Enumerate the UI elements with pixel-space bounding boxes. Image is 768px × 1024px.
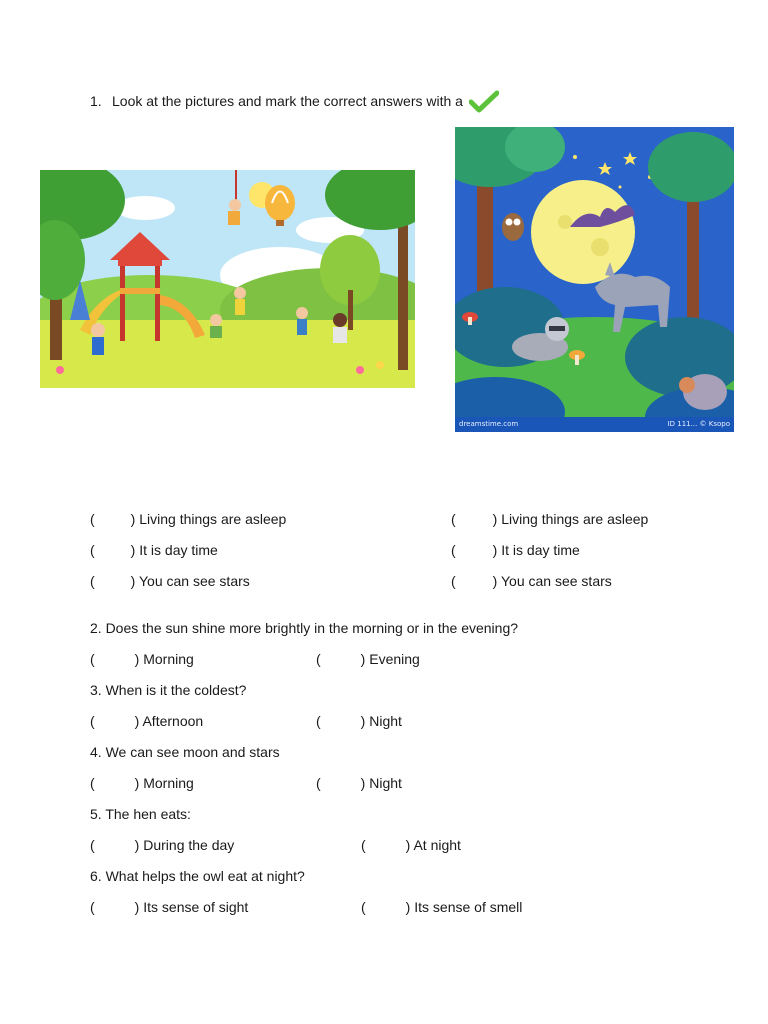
paren-open: ( xyxy=(361,837,366,853)
paren-close: ) xyxy=(492,573,498,589)
paren-close: ) xyxy=(134,713,140,729)
question-3: 3. When is it the coldest? xyxy=(90,682,247,698)
question-6-option-b[interactable] xyxy=(361,898,522,916)
paren-open: ( xyxy=(90,651,95,667)
question-5-option-a[interactable] xyxy=(90,836,234,854)
paren-open: ( xyxy=(90,542,95,558)
question-4-option-a[interactable] xyxy=(90,774,194,792)
paren-open: ( xyxy=(90,837,95,853)
question-2: 2. Does the sun shine more brightly in the morning or in the evening? xyxy=(90,620,519,636)
paren-close: ) xyxy=(405,837,411,853)
question-3-option-b[interactable] xyxy=(316,712,402,730)
right-option-1[interactable] xyxy=(451,510,648,528)
question-2-option-b[interactable] xyxy=(316,650,420,668)
paren-open: ( xyxy=(451,511,456,527)
option-label: Its sense of smell xyxy=(414,899,523,915)
question-2-option-a[interactable] xyxy=(90,650,194,668)
left-option-3[interactable] xyxy=(90,572,250,590)
paren-close: ) xyxy=(360,713,366,729)
paren-open: ( xyxy=(451,542,456,558)
question-3-option-a[interactable] xyxy=(90,712,203,730)
question-5: 5. The hen eats: xyxy=(90,806,191,822)
option-label: At night xyxy=(413,837,461,853)
instruction-text: Look at the pictures and mark the correct answers with a xyxy=(112,93,463,109)
left-option-1[interactable] xyxy=(90,510,286,528)
paren-close: ) xyxy=(130,573,136,589)
paren-close: ) xyxy=(492,511,498,527)
option-label: Its sense of sight xyxy=(143,899,249,915)
question-4-option-b[interactable] xyxy=(316,774,402,792)
left-option-2[interactable] xyxy=(90,541,218,559)
option-label: Living things are asleep xyxy=(139,511,287,527)
paren-open: ( xyxy=(451,573,456,589)
instruction-number: 1. xyxy=(90,93,102,109)
paren-close: ) xyxy=(360,651,366,667)
paren-open: ( xyxy=(361,899,366,915)
check-mark-icon xyxy=(469,90,499,119)
paren-open: ( xyxy=(316,775,321,791)
right-option-2[interactable] xyxy=(451,541,580,559)
option-label: Living things are asleep xyxy=(501,511,649,527)
paren-open: ( xyxy=(90,511,95,527)
instruction xyxy=(90,90,499,119)
paren-open: ( xyxy=(90,899,95,915)
question-5-option-b[interactable] xyxy=(361,836,461,854)
right-option-3[interactable] xyxy=(451,572,612,590)
paren-close: ) xyxy=(492,542,498,558)
paren-close: ) xyxy=(134,837,140,853)
paren-open: ( xyxy=(90,713,95,729)
watermark-left: dreamstime.com xyxy=(459,420,519,428)
paren-close: ) xyxy=(134,775,140,791)
question-4: 4. We can see moon and stars xyxy=(90,744,280,760)
playground-day-picture xyxy=(40,170,415,388)
paren-close: ) xyxy=(360,775,366,791)
question-6-option-a[interactable] xyxy=(90,898,248,916)
option-label: During the day xyxy=(143,837,235,853)
option-label: Evening xyxy=(369,651,420,667)
option-label: Afternoon xyxy=(142,713,204,729)
paren-open: ( xyxy=(316,713,321,729)
paren-open: ( xyxy=(90,573,95,589)
night-forest-illustration xyxy=(455,127,734,432)
paren-close: ) xyxy=(130,511,136,527)
forest-night-picture xyxy=(455,127,734,432)
option-label: It is day time xyxy=(501,542,580,558)
watermark-right: ID 111... © Ksopo xyxy=(667,420,730,428)
option-label: Morning xyxy=(143,651,194,667)
option-label: Morning xyxy=(143,775,194,791)
question-6: 6. What helps the owl eat at night? xyxy=(90,868,305,884)
paren-open: ( xyxy=(316,651,321,667)
paren-close: ) xyxy=(130,542,136,558)
paren-open: ( xyxy=(90,775,95,791)
paren-close: ) xyxy=(405,899,411,915)
option-label: You can see stars xyxy=(500,573,612,589)
playground-illustration xyxy=(40,170,415,388)
option-label: It is day time xyxy=(139,542,218,558)
paren-close: ) xyxy=(134,651,140,667)
option-label: Night xyxy=(369,775,402,791)
option-label: You can see stars xyxy=(138,573,250,589)
paren-close: ) xyxy=(134,899,140,915)
option-label: Night xyxy=(369,713,402,729)
